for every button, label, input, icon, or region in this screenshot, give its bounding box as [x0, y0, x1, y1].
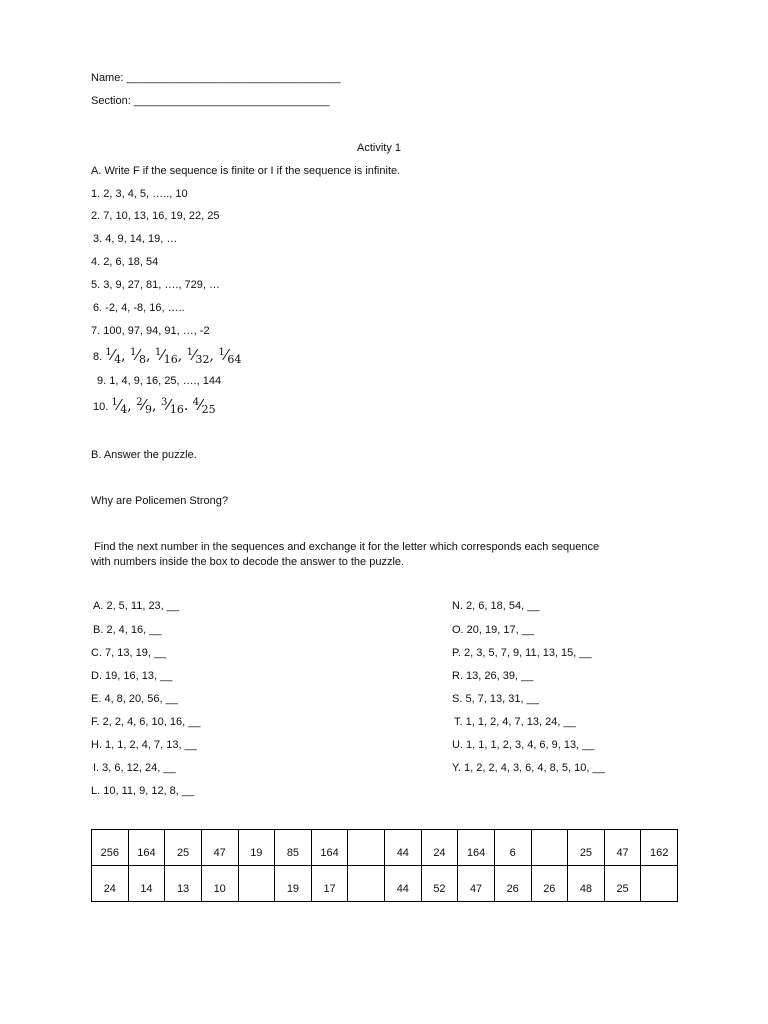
- puzzle-grid: [91, 829, 678, 902]
- sequence-item: S. 5, 7, 13, 31, __: [452, 693, 539, 705]
- sequence-item: I. 3, 6, 12, 24, __: [93, 762, 176, 774]
- puzzle-directions-line2: with numbers inside the box to decode the answer to the puzzle.: [91, 556, 405, 568]
- grid-cell[interactable]: 48: [568, 866, 605, 902]
- sequence-item: U. 1, 1, 1, 2, 3, 4, 6, 9, 13, __: [452, 739, 595, 751]
- grid-cell[interactable]: 162: [641, 830, 678, 866]
- sequence-item: C. 7, 13, 19, __: [91, 647, 167, 659]
- list-item-fractions-8: [93, 346, 241, 366]
- fraction-list: $^1⁄_4$, $^1⁄_8$, $^1⁄_{16}$, $^1⁄_{32}$, $^1⁄_{64}$: [105, 346, 242, 366]
- grid-cell[interactable]: 25: [568, 830, 605, 866]
- grid-cell[interactable]: 17: [311, 866, 348, 902]
- section-field[interactable]: Section: ________________________________: [91, 95, 330, 107]
- puzzle-title: Why are Policemen Strong?: [91, 495, 228, 507]
- sequence-item: O. 20, 19, 17, __: [452, 624, 534, 636]
- sequence-item: E. 4, 8, 20, 56, __: [91, 693, 178, 705]
- activity-title: Activity 1: [357, 142, 402, 154]
- sequence-item: T. 1, 1, 2, 4, 7, 13, 24, __: [454, 716, 576, 728]
- sequence-item: R. 13, 26, 39, __: [452, 670, 534, 682]
- sequence-item: N. 2, 6, 18, 54, __: [452, 600, 540, 612]
- grid-cell[interactable]: 26: [494, 866, 531, 902]
- grid-cell[interactable]: [348, 866, 385, 902]
- grid-cell[interactable]: 14: [128, 866, 165, 902]
- sequence-item: F. 2, 2, 4, 6, 10, 16, __: [91, 716, 201, 728]
- sequence-item: D. 19, 16, 13, __: [91, 670, 173, 682]
- grid-cell[interactable]: 164: [458, 830, 495, 866]
- list-item: 6. -2, 4, -8, 16, …..: [93, 302, 185, 314]
- grid-cell[interactable]: [348, 830, 385, 866]
- list-item: 7. 100, 97, 94, 91, …, -2: [91, 325, 210, 337]
- grid-cell[interactable]: 13: [165, 866, 202, 902]
- grid-cell[interactable]: 164: [128, 830, 165, 866]
- sequence-item: B. 2, 4, 16, __: [93, 624, 162, 636]
- grid-cell[interactable]: 6: [494, 830, 531, 866]
- grid-cell[interactable]: 24: [421, 830, 458, 866]
- grid-cell[interactable]: 52: [421, 866, 458, 902]
- grid-cell[interactable]: 26: [531, 866, 568, 902]
- sequence-item: P. 2, 3, 5, 7, 9, 11, 13, 15, __: [452, 647, 592, 659]
- name-field[interactable]: Name: ___________________________________: [91, 72, 341, 84]
- sequence-item: L. 10, 11, 9, 12, 8, __: [91, 785, 195, 797]
- grid-cell[interactable]: 164: [311, 830, 348, 866]
- grid-cell[interactable]: 25: [165, 830, 202, 866]
- list-item-fractions-10: [93, 396, 216, 416]
- grid-cell[interactable]: 44: [385, 830, 422, 866]
- item-number: 10.: [93, 401, 109, 413]
- grid-cell[interactable]: 24: [92, 866, 129, 902]
- part-b-instruction: B. Answer the puzzle.: [91, 449, 197, 461]
- grid-cell[interactable]: [641, 866, 678, 902]
- part-a-instruction: A. Write F if the sequence is finite or I if the sequence is infinite.: [91, 165, 401, 177]
- fraction-list: $^1⁄_4$, $^2⁄_9$, $^3⁄_{16}$. $^4⁄_{25}$: [111, 396, 216, 416]
- grid-cell[interactable]: 10: [201, 866, 238, 902]
- puzzle-directions-line1: Find the next number in the sequences and exchange it for the letter which corresponds each sequence: [91, 541, 600, 553]
- sequence-item: A. 2, 5, 11, 23, __: [93, 600, 180, 612]
- list-item: 1. 2, 3, 4, 5, ….., 10: [91, 188, 188, 200]
- sequence-item: H. 1, 1, 2, 4, 7, 13, __: [91, 739, 197, 751]
- list-item: 4. 2, 6, 18, 54: [91, 256, 159, 268]
- sequence-item: Y. 1, 2, 2, 4, 3, 6, 4, 8, 5, 10, __: [452, 762, 605, 774]
- grid-cell[interactable]: 47: [458, 866, 495, 902]
- grid-cell[interactable]: 47: [201, 830, 238, 866]
- grid-cell[interactable]: 19: [238, 830, 275, 866]
- grid-cell[interactable]: [531, 830, 568, 866]
- list-item: 5. 3, 9, 27, 81, …., 729, …: [91, 279, 221, 291]
- grid-cell[interactable]: 256: [92, 830, 129, 866]
- table-row: [92, 830, 678, 866]
- grid-cell[interactable]: 25: [604, 866, 641, 902]
- table-row: [92, 866, 678, 902]
- grid-cell[interactable]: 47: [604, 830, 641, 866]
- grid-cell[interactable]: [238, 866, 275, 902]
- grid-cell[interactable]: 85: [275, 830, 312, 866]
- grid-cell[interactable]: 19: [275, 866, 312, 902]
- list-item: 9. 1, 4, 9, 16, 25, …., 144: [97, 375, 222, 387]
- grid-cell[interactable]: 44: [385, 866, 422, 902]
- item-number: 8.: [93, 351, 103, 363]
- list-item: 3. 4, 9, 14, 19, …: [93, 233, 178, 245]
- list-item: 2. 7, 10, 13, 16, 19, 22, 25: [91, 210, 220, 222]
